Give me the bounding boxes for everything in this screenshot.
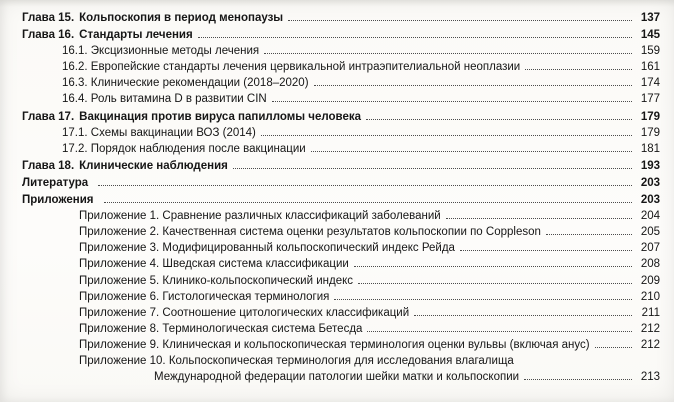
toc-entry-title: Приложение 7. Соотношение цитологических классификаций: [79, 306, 410, 319]
toc-page-number: 193: [640, 159, 660, 172]
toc-entry-title: Приложение 4. Шведская система классификации: [79, 258, 349, 271]
toc-entry-title: Кольпоскопия в период менопаузы: [79, 12, 284, 24]
toc-entry-label: Приложения: [22, 194, 94, 207]
toc-entry-label: Глава 17.: [22, 110, 75, 123]
toc-page-number: 213: [640, 371, 660, 384]
toc-entry-title: Клинические наблюдения: [79, 159, 228, 172]
toc-page-number: 207: [640, 242, 660, 255]
toc-entry: [22, 240, 660, 256]
toc-entry-title: 16.4. Роль витамина D в развитии CIN: [62, 93, 267, 106]
toc-entry-title: Международной федерации патологии шейки матки и кольпоскопии: [154, 371, 520, 384]
toc-page-number: 203: [640, 194, 660, 207]
toc-entry-title: 16.3. Клинические рекомендации (2018–2020): [62, 77, 309, 90]
toc-entry: [22, 125, 660, 141]
toc-entry: [22, 273, 660, 289]
toc-page-number: 205: [640, 226, 660, 239]
toc-entry: [22, 337, 660, 353]
dot-leader: [314, 77, 632, 86]
toc-page-number: 211: [641, 306, 660, 319]
dot-leader: [334, 290, 632, 299]
toc-entry: [22, 305, 660, 321]
dot-leader: [354, 258, 632, 267]
dot-leader: [264, 45, 632, 54]
toc-entry: [22, 208, 660, 224]
toc-page-number: 203: [640, 176, 660, 189]
toc-page-number: 204: [640, 210, 660, 223]
toc-entry: [22, 109, 660, 125]
toc-entry: [22, 224, 660, 240]
toc-entry-title: Приложение 9. Клиническая и кольпоскопическая терминология оценки вульвы (включая анус): [79, 338, 590, 351]
toc-page-number: 161: [640, 61, 660, 74]
toc-entry-title: Стандарты лечения: [79, 29, 193, 42]
dot-leader: [198, 29, 632, 38]
toc-entry-title: 17.1. Схемы вакцинации ВОЗ (2014): [62, 126, 256, 139]
toc-page-number: 159: [640, 45, 660, 58]
toc-entry-label: Литература: [22, 176, 89, 189]
toc-entry: [22, 27, 660, 43]
toc-entry-title: Вакцинация против вируса папилломы человека: [79, 110, 361, 123]
dot-leader: [367, 323, 632, 332]
toc-entry: [22, 43, 660, 59]
toc-page-number: 145: [640, 29, 660, 42]
toc-entry-title: Приложение 10. Кольпоскопическая терминология для исследования влагалища: [79, 354, 514, 367]
toc-page-number: 210: [640, 290, 660, 303]
dot-leader: [261, 126, 632, 135]
toc-page-number: 209: [640, 274, 660, 287]
toc-page-number: 212: [640, 338, 660, 351]
dot-leader: [460, 242, 632, 251]
toc-entry-title: Приложение 3. Модифицированный кольпоскопический индекс Рейда: [79, 242, 455, 255]
dot-leader: [358, 274, 632, 283]
dot-leader: [525, 61, 632, 70]
dot-leader: [524, 371, 632, 380]
toc-page-number: 212: [640, 322, 660, 335]
toc-entry-label: Глава 15.: [22, 12, 75, 24]
toc-entry: [22, 256, 660, 272]
toc-page-number: 181: [640, 142, 660, 155]
toc-entry: [22, 75, 660, 91]
toc-entry-title: Приложение 2. Качественная система оценки результатов кольпоскопии по Coppleson: [79, 226, 541, 239]
toc-entry-title: Приложение 1. Сравнение различных классификаций заболеваний: [79, 210, 441, 223]
toc-entry: [22, 10, 660, 26]
dot-leader: [414, 306, 632, 315]
toc-list: [22, 9, 660, 385]
toc-page-number: 177: [640, 93, 660, 106]
toc-page-number: 179: [640, 126, 660, 139]
toc-entry-title: 17.2. Порядок наблюдения после вакцинации: [62, 142, 306, 155]
toc-page-number: 208: [640, 258, 660, 271]
dot-leader: [595, 339, 632, 348]
toc-entry: [22, 141, 660, 157]
toc-page-number: 179: [640, 110, 660, 123]
dot-leader: [366, 110, 632, 119]
dot-leader: [233, 160, 632, 169]
dot-leader: [98, 177, 632, 186]
toc-entry-label: Глава 16.: [22, 29, 75, 42]
toc-entry: [22, 369, 660, 385]
toc-entry: [22, 91, 660, 107]
toc-entry: [22, 158, 660, 174]
toc-entry: [22, 289, 660, 305]
toc-entry: [22, 59, 660, 75]
dot-leader: [546, 226, 632, 235]
toc-entry: [22, 353, 660, 369]
toc-entry: [22, 175, 660, 191]
toc-entry-title: Приложение 8. Терминологическая система Бетесда: [79, 322, 363, 335]
dot-leader: [104, 194, 632, 203]
toc-entry: [22, 321, 660, 337]
dot-leader: [272, 93, 632, 102]
toc-page-number: 174: [640, 77, 660, 90]
toc-entry-title: 16.2. Европейские стандарты лечения цервикальной интраэпителиальной неоплазии: [62, 61, 521, 74]
dot-leader: [288, 12, 632, 21]
toc-entry-title: Приложение 5. Клинико-кольпоскопический индекс: [79, 274, 354, 287]
toc-entry-label: Глава 18.: [22, 159, 75, 172]
toc-page-number: 137: [640, 12, 660, 24]
toc-entry-title: 16.1. Эксцизионные методы лечения: [62, 45, 260, 58]
toc-entry-title: Приложение 6. Гистологическая терминология: [79, 290, 330, 303]
dot-leader: [446, 210, 632, 219]
dot-leader: [311, 142, 632, 151]
toc-entry: [22, 192, 660, 208]
